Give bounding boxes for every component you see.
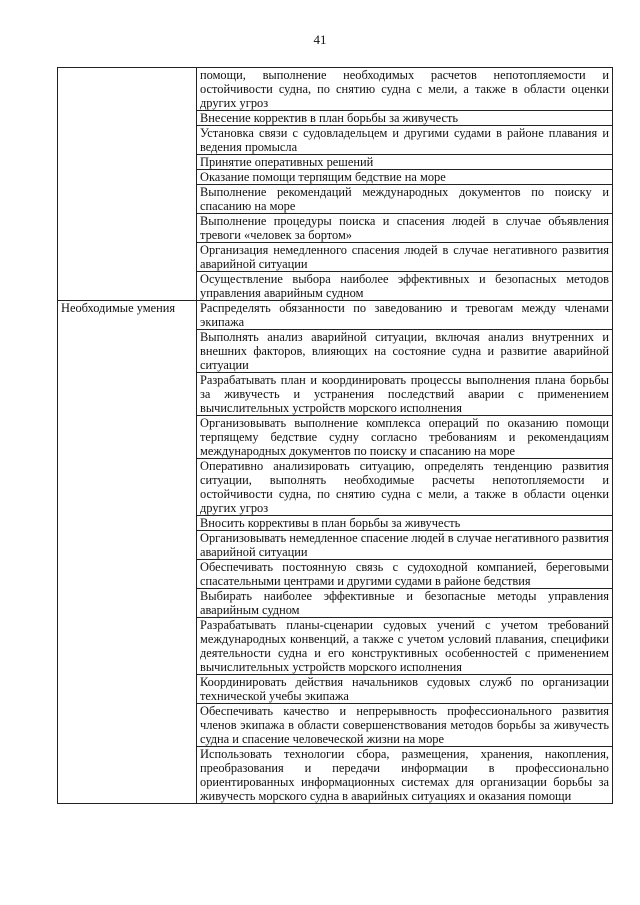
competency-table [57,67,613,804]
table-cell: Организовывать немедленное спасение людей в случае негативного развития аварийной ситуации [197,531,613,560]
table-cell: Обеспечивать постоянную связь с судоходной компанией, береговыми спасательными центрами и другими судами в районе бедствия [197,560,613,589]
table-cell: Координировать действия начальников судовых служб по организации технической учебы экипажа [197,675,613,704]
table-cell: Принятие оперативных решений [197,155,613,170]
table-cell: Организовывать выполнение комплекса операций по оказанию помощи терпящему бедствие судну согласно требованиям и рекомендациям международных документов по поиску и спасанию на море [197,416,613,459]
row-label-skills: Необходимые умения [58,301,197,804]
table-cell: Выполнение рекомендаций международных документов по поиску и спасанию на море [197,185,613,214]
table-cell: Использовать технологии сбора, размещения, хранения, накопления, преобразования и передачи информации в профессионально ориентированных информационных системах для организации борьбы за живучесть морского судна в аварийных ситуациях и оказания помощи [197,747,613,804]
table-cell: Выбирать наиболее эффективные и безопасные методы управления аварийным судном [197,589,613,618]
table-cell: Оперативно анализировать ситуацию, определять тенденцию развития ситуации, выполнять необходимые расчеты непотопляемости и остойчивости судна, по снятию судна с мели, а также в области оценки других угроз [197,459,613,516]
table-cell: Разрабатывать план и координировать процессы выполнения плана борьбы за живучесть и устранения последствий аварии с применением вычислительных устройств морского исполнения [197,373,613,416]
table-cell: Распределять обязанности по заведованию и тревогам между членами экипажа [197,301,613,330]
table-cell: Организация немедленного спасения людей в случае негативного развития аварийной ситуации [197,243,613,272]
table-cell: Внесение корректив в план борьбы за живучесть [197,111,613,126]
table-cell: Обеспечивать качество и непрерывность профессионального развития членов экипажа в области совершенствования методов борьбы за живучесть судна и спасение человеческой жизни на море [197,704,613,747]
page-number: 41 [313,32,327,47]
table-row [58,301,613,330]
table-row [58,68,613,111]
table-cell: Установка связи с судовладельцем и другими судами в районе плавания и ведения промысла [197,126,613,155]
table-cell: помощи, выполнение необходимых расчетов непотопляемости и остойчивости судна, по снятию судна с мели, а также в области оценки других угроз [197,68,613,111]
table-cell: Разрабатывать планы-сценарии судовых учений с учетом требований международных конвенций, а также с учетом условий плавания, специфики деятельности судна и его конструктивных особенностей с применением вычислительных устройств морского исполнения [197,618,613,675]
table-cell: Осуществление выбора наиболее эффективных и безопасных методов управления аварийным судном [197,272,613,301]
table-cell: Оказание помощи терпящим бедствие на море [197,170,613,185]
table-cell: Выполнение процедуры поиска и спасения людей в случае объявления тревоги «человек за бортом» [197,214,613,243]
table-cell: Вносить коррективы в план борьбы за живучесть [197,516,613,531]
row-label-continued [58,68,197,301]
table-cell: Выполнять анализ аварийной ситуации, включая анализ внутренних и внешних факторов, влияющих на состояние судна и развитие аварийной ситуации [197,330,613,373]
